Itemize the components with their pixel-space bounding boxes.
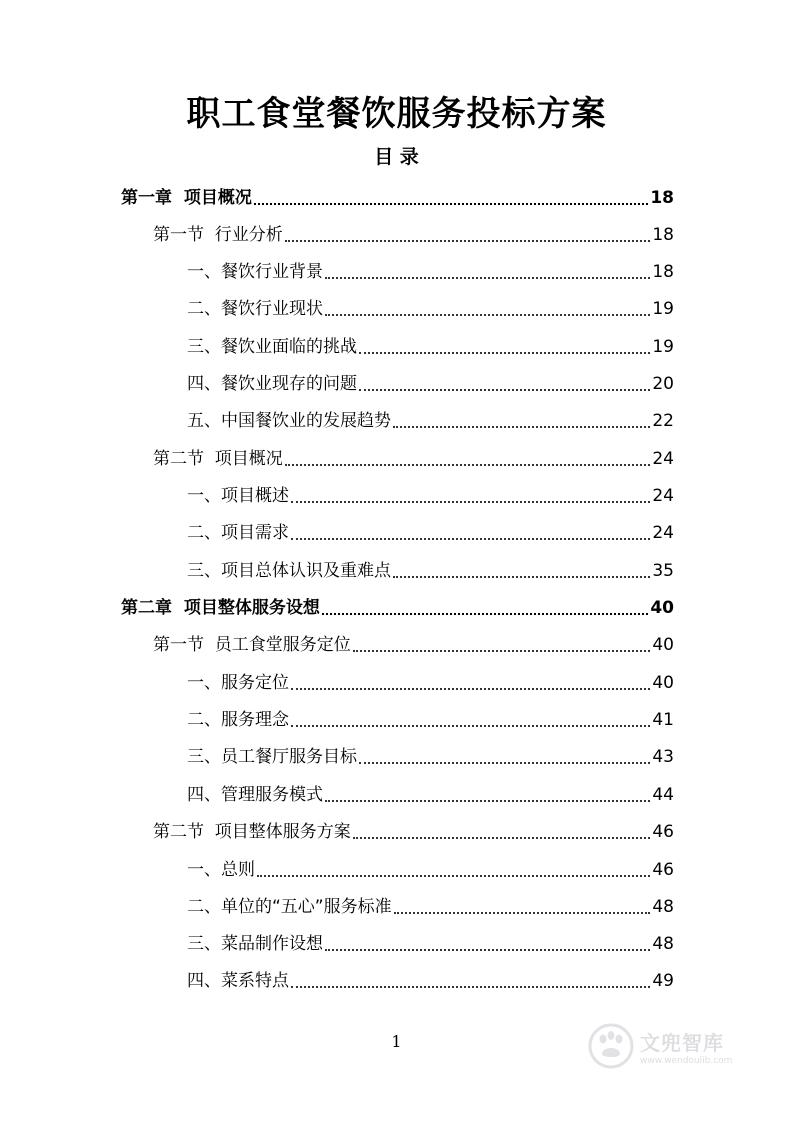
toc-entry-page: 24: [652, 523, 674, 543]
toc-entry-label: 二、单位的“五心”服务标准: [187, 897, 392, 917]
paw-logo-icon: [588, 1023, 634, 1069]
toc-entry[interactable]: [153, 217, 674, 247]
toc-entry[interactable]: [187, 403, 674, 433]
toc-entry-page: 24: [652, 486, 674, 506]
toc-entry-page: 22: [652, 411, 674, 431]
toc-leader-dots: [325, 276, 650, 279]
toc-leader-dots: [359, 351, 650, 354]
toc-leader-dots: [322, 612, 648, 615]
toc-entry-label: 一、项目概述: [187, 486, 289, 506]
toc-entry[interactable]: [187, 254, 674, 284]
toc-entry[interactable]: [187, 329, 674, 359]
page-number: 1: [391, 1032, 402, 1051]
toc-leader-dots: [257, 874, 650, 877]
toc-entry-label: 三、餐饮业面临的挑战: [187, 337, 357, 357]
toc-leader-dots: [254, 202, 648, 205]
toc-entry[interactable]: [187, 739, 674, 769]
toc-entry-page: 18: [652, 262, 674, 282]
toc-heading: 目 录: [374, 146, 419, 168]
toc-entry-page: 49: [652, 971, 674, 991]
toc-entry-label: 第一章 项目概况: [121, 188, 252, 208]
watermark-name: 文兜智库: [640, 1030, 724, 1055]
toc-entry-page: 46: [652, 860, 674, 880]
toc-entry-label: 三、项目总体认识及重难点: [187, 561, 391, 581]
toc-leader-dots: [291, 500, 650, 503]
toc-entry-page: 19: [652, 337, 674, 357]
toc-entry[interactable]: [187, 291, 674, 321]
toc-entry-label: 第一节 员工食堂服务定位: [153, 635, 351, 655]
toc-leader-dots: [291, 687, 650, 690]
toc-entry-page: 43: [652, 747, 674, 767]
toc-entry[interactable]: [187, 366, 674, 396]
toc-entry-label: 四、菜系特点: [187, 971, 289, 991]
toc-leader-dots: [359, 761, 650, 764]
toc-entry-page: 40: [652, 673, 674, 693]
toc-entry-label: 四、管理服务模式: [187, 785, 323, 805]
toc-leader-dots: [325, 799, 650, 802]
toc-entry[interactable]: [187, 777, 674, 807]
toc-entry-page: 48: [652, 934, 674, 954]
toc-entry-page: 18: [652, 225, 674, 245]
toc-leader-dots: [353, 649, 650, 652]
toc-entry-label: 二、服务理念: [187, 710, 289, 730]
toc-entry-page: 19: [652, 299, 674, 319]
toc-entry[interactable]: [187, 852, 674, 882]
toc-entry[interactable]: [121, 180, 674, 210]
toc-leader-dots: [393, 425, 650, 428]
toc-entry[interactable]: [187, 889, 674, 919]
toc-entry-page: 35: [652, 561, 674, 581]
toc-entry-page: 40: [650, 598, 674, 618]
toc-entry[interactable]: [153, 441, 674, 471]
toc-entry-label: 五、中国餐饮业的发展趋势: [187, 411, 391, 431]
toc-leader-dots: [393, 575, 650, 578]
toc-entry[interactable]: [187, 963, 674, 993]
toc-entry[interactable]: [153, 627, 674, 657]
toc-entry[interactable]: [187, 926, 674, 956]
toc-entry-label: 第二节 项目概况: [153, 449, 283, 469]
toc-entry[interactable]: [153, 814, 674, 844]
toc-entry-page: 44: [652, 785, 674, 805]
toc-entry-page: 40: [652, 635, 674, 655]
toc-entry-page: 24: [652, 449, 674, 469]
toc-entry[interactable]: [187, 702, 674, 732]
toc-entry-page: 46: [652, 822, 674, 842]
toc-entry-page: 18: [650, 188, 674, 208]
toc-leader-dots: [291, 537, 650, 540]
toc-entry-label: 三、菜品制作设想: [187, 934, 323, 954]
toc-entry-label: 三、员工餐厅服务目标: [187, 747, 357, 767]
toc-entry[interactable]: [187, 478, 674, 508]
toc-leader-dots: [325, 948, 650, 951]
toc-entry[interactable]: [187, 515, 674, 545]
watermark-url: www.wendoulib.com: [640, 1055, 733, 1066]
watermark: [588, 1020, 758, 1072]
toc-entry[interactable]: [121, 590, 674, 620]
toc-entry-label: 第二节 项目整体服务方案: [153, 822, 351, 842]
toc-leader-dots: [359, 388, 650, 391]
toc-entry-page: 20: [652, 374, 674, 394]
toc-leader-dots: [325, 313, 650, 316]
toc-entry-label: 一、总则: [187, 860, 255, 880]
toc-leader-dots: [394, 911, 650, 914]
toc-leader-dots: [353, 836, 650, 839]
toc-entry-label: 二、餐饮行业现状: [187, 299, 323, 319]
toc-leader-dots: [291, 985, 650, 988]
toc-leader-dots: [291, 724, 650, 727]
toc-entry-label: 一、服务定位: [187, 673, 289, 693]
toc-entry-label: 第一节 行业分析: [153, 225, 283, 245]
document-title: 职工食堂餐饮服务投标方案: [186, 94, 607, 134]
toc-entry-label: 四、餐饮业现存的问题: [187, 374, 357, 394]
toc-leader-dots: [285, 239, 650, 242]
toc-entry[interactable]: [187, 553, 674, 583]
toc-entry-page: 48: [652, 897, 674, 917]
toc-entry-page: 41: [652, 710, 674, 730]
toc-leader-dots: [285, 463, 650, 466]
toc-entry-label: 二、项目需求: [187, 523, 289, 543]
toc-entry-label: 第二章 项目整体服务设想: [121, 598, 320, 618]
toc-entry-label: 一、餐饮行业背景: [187, 262, 323, 282]
toc-entry[interactable]: [187, 665, 674, 695]
